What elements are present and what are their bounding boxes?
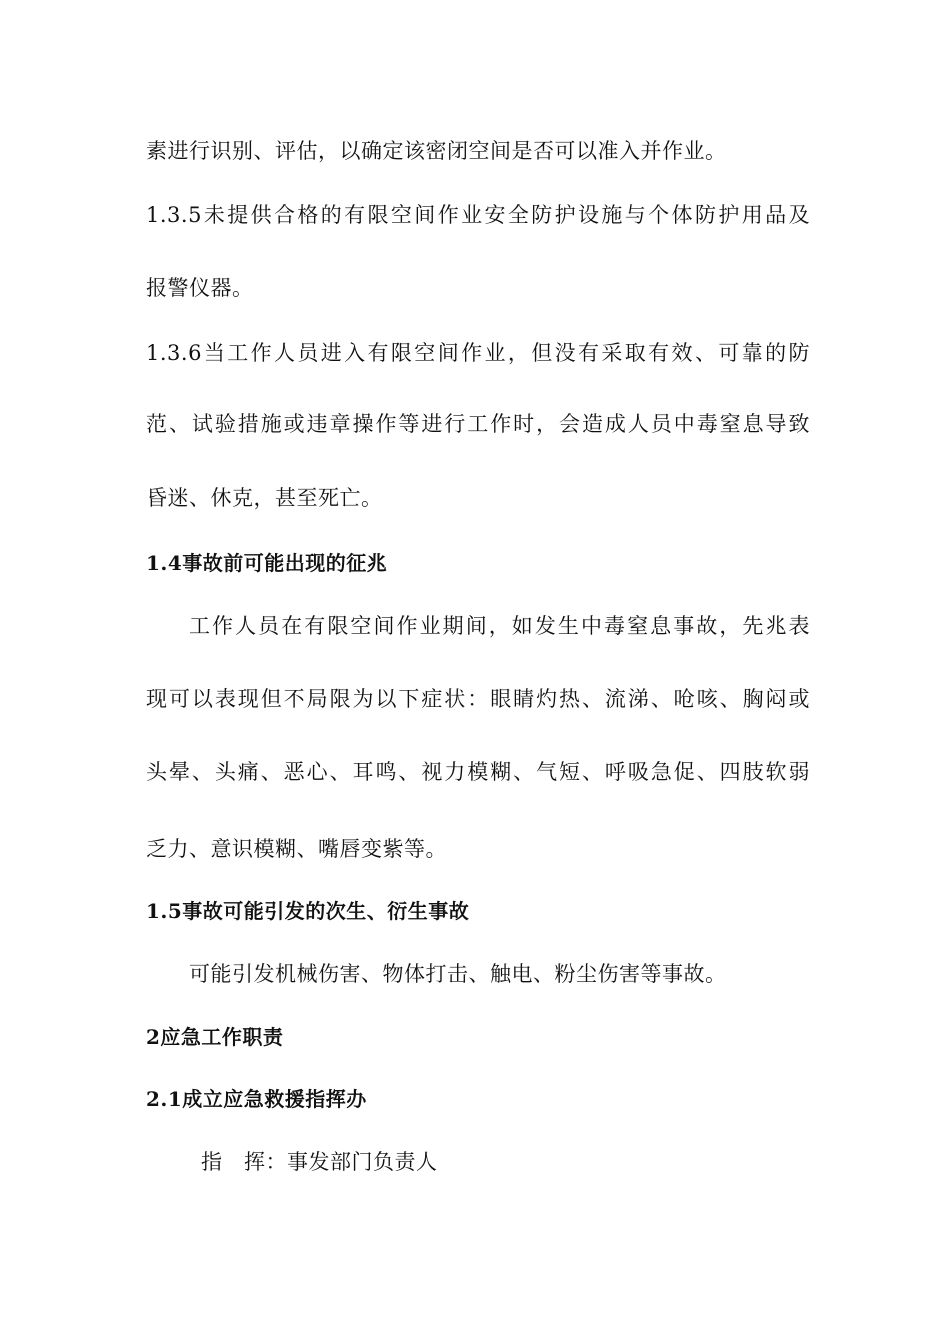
paragraph-line: 头晕、头痛、恶心、耳鸣、视力模糊、气短、呼吸急促、四肢软弱 (146, 760, 810, 784)
paragraph-line: 昏迷、休克，甚至死亡。 (146, 486, 383, 510)
paragraph-line: 工作人员在有限空间作业期间，如发生中毒窒息事故，先兆表 (189, 614, 810, 638)
paragraph-line: 范、试验措施或违章操作等进行工作时，会造成人员中毒窒息导致 (146, 412, 810, 436)
section-heading-1-5: 1.5事故可能引发的次生、衍生事故 (146, 899, 470, 923)
paragraph-line: 指 挥：事发部门负责人 (201, 1150, 438, 1174)
paragraph-line: 1.3.6当工作人员进入有限空间作业，但没有采取有效、可靠的防 (146, 341, 810, 365)
paragraph-line: 1.3.5未提供合格的有限空间作业安全防护设施与个体防护用品及 (146, 203, 810, 227)
paragraph-line: 素进行识别、评估，以确定该密闭空间是否可以准入并作业。 (146, 139, 727, 163)
paragraph-line: 乏力、意识模糊、嘴唇变紫等。 (146, 837, 447, 861)
paragraph-line: 现可以表现但不局限为以下症状：眼睛灼热、流涕、呛咳、胸闷或 (146, 687, 810, 711)
section-heading-2-1: 2.1成立应急救援指挥办 (146, 1087, 367, 1111)
section-heading-1-4: 1.4事故前可能出现的征兆 (146, 551, 388, 575)
paragraph-line: 可能引发机械伤害、物体打击、触电、粉尘伤害等事故。 (189, 962, 727, 986)
section-heading-2: 2应急工作职责 (146, 1025, 284, 1049)
paragraph-line: 报警仪器。 (146, 276, 254, 300)
